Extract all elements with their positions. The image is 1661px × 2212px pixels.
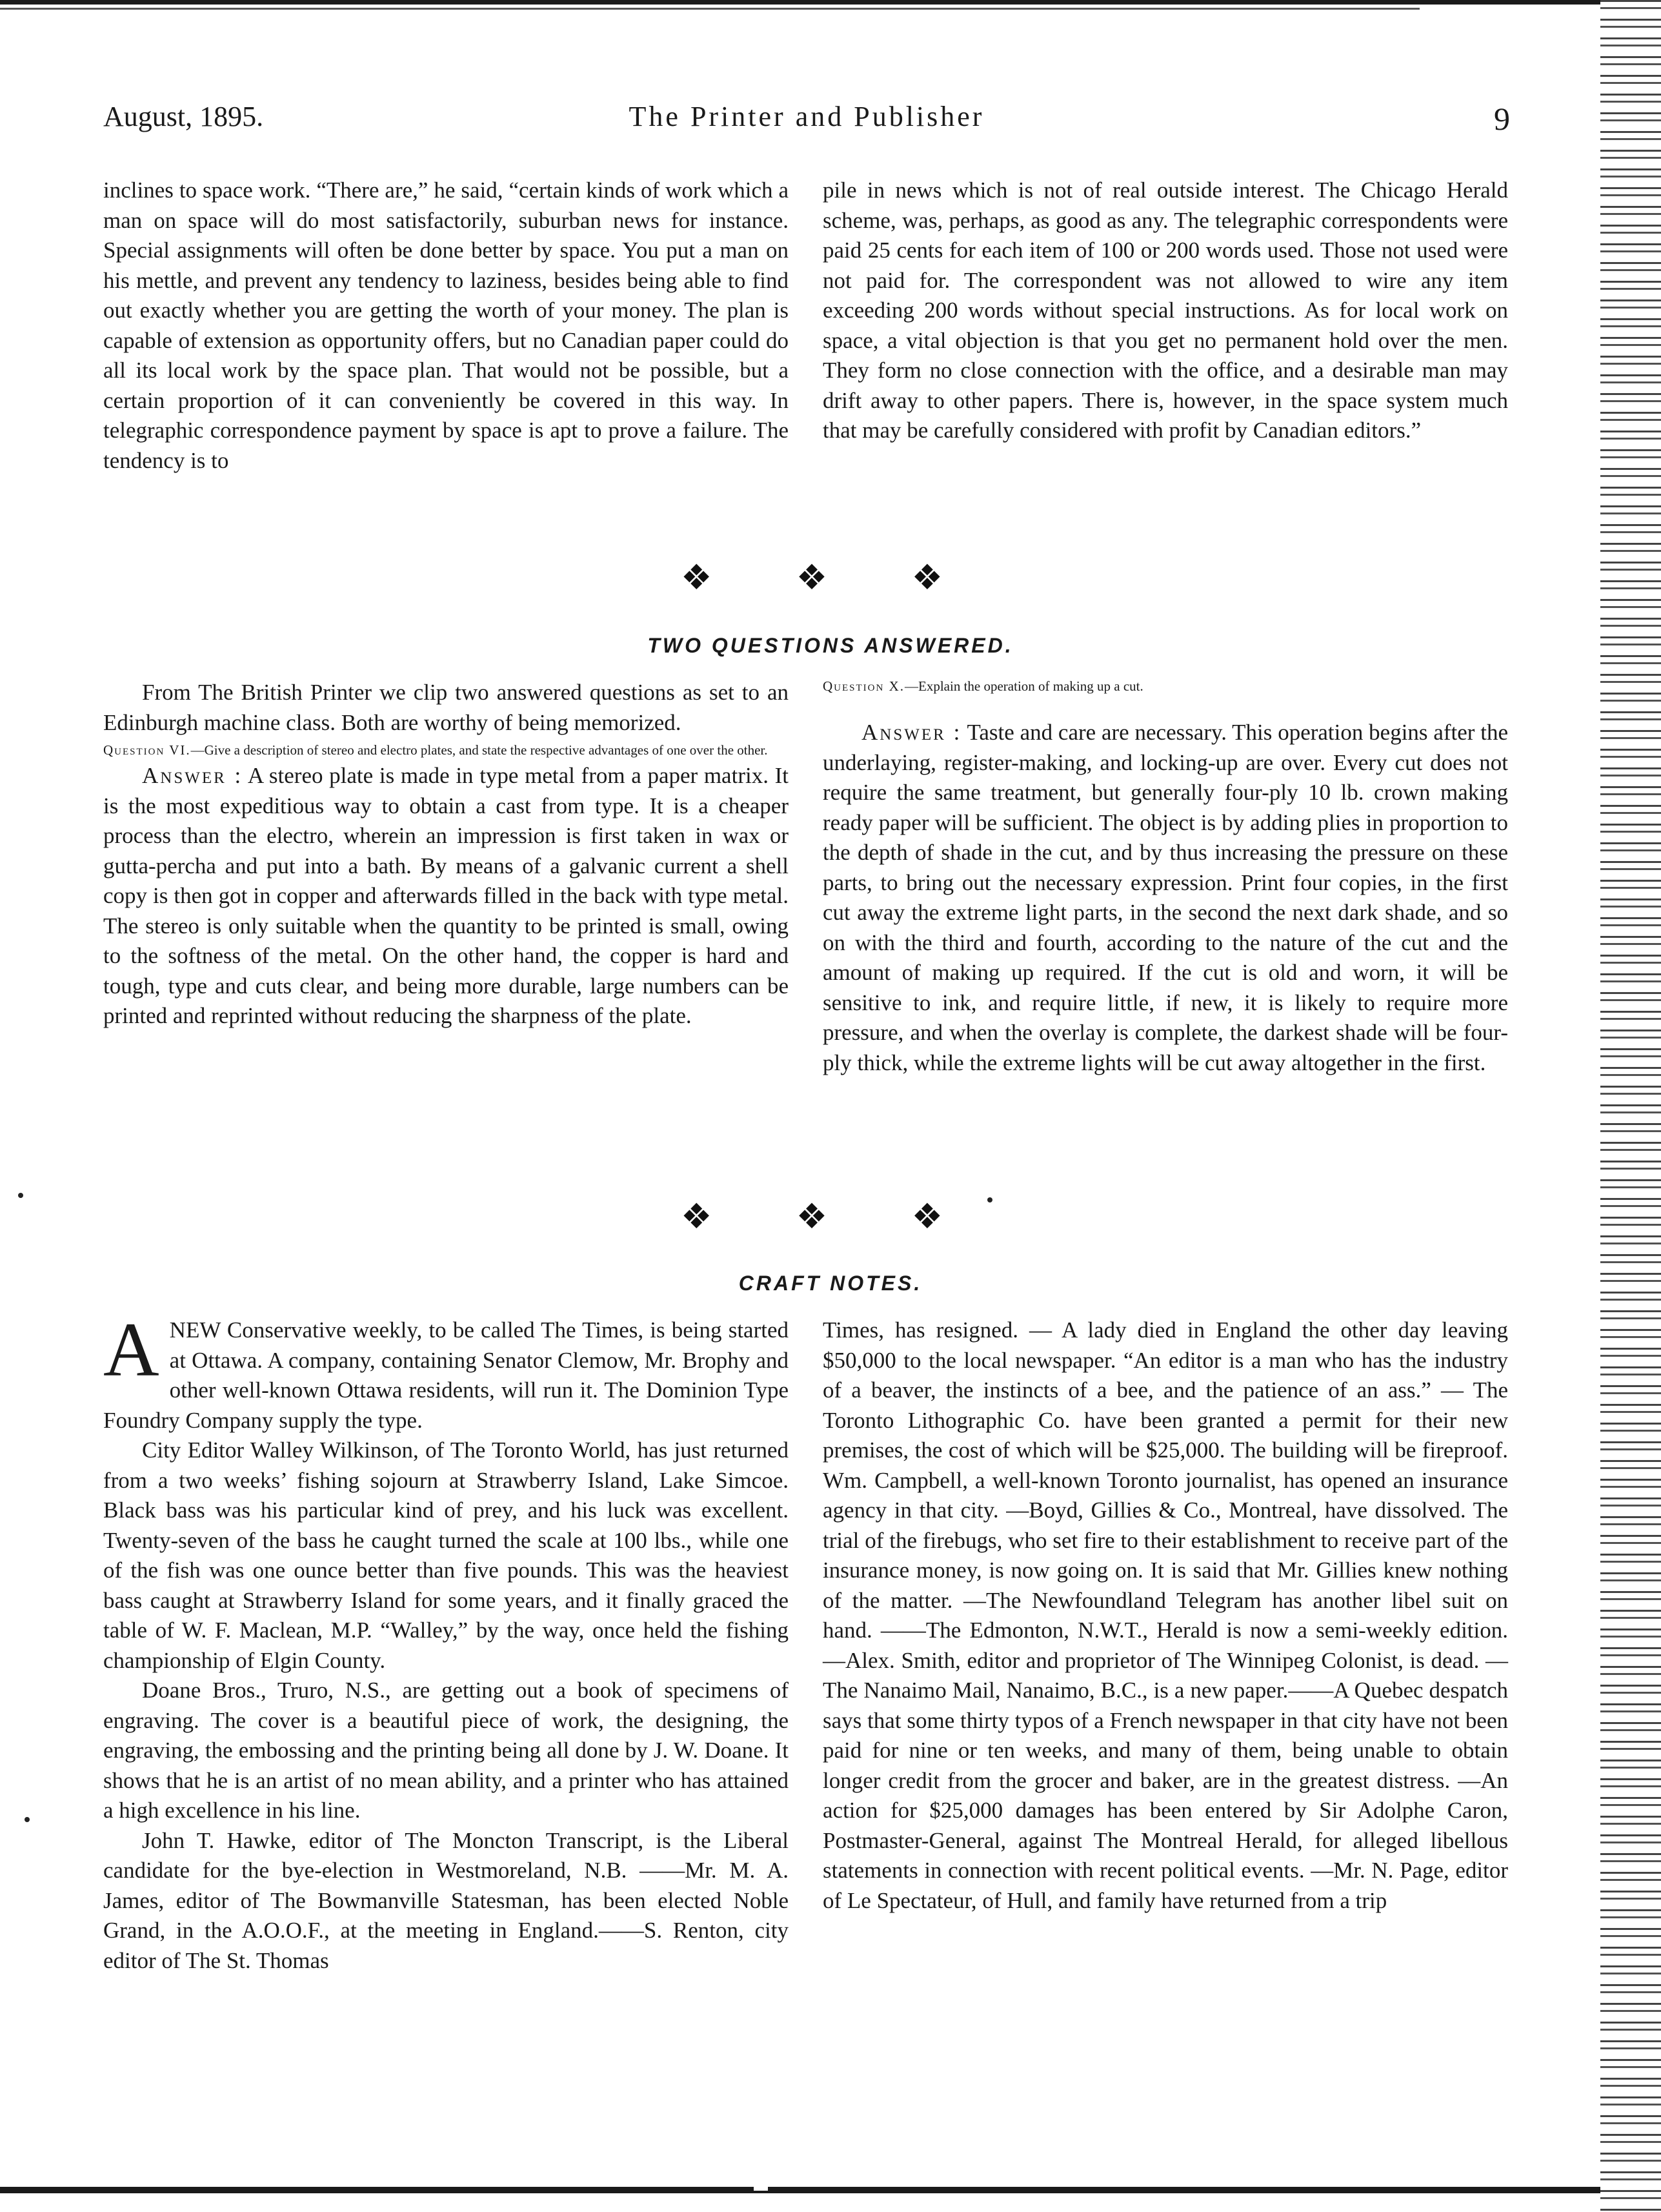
answer-label: Answer : [861,720,962,745]
answer-text: Taste and care are necessary. This operation begins after the underlaying, register-making, and locking-up are over. Every cut does not require the same treatment, but generally four-ply 10 lb. crown making ready paper will be sufficient. The object is by adding plies in proportion to the depth of shade in the cut, and by thus increasing the pressure on these parts, to bring out the necessary expression. Print four copies, in the first cut away the extreme light parts, in the second the next dark shade, and so on with the third and fourth, according to the nature of the cut and the amount of making up required. If the cut is old and worn, it will be sensitive to ink, and require little, if new, it is likely to require more pressure, and when the overlay is complete, the darkest shade will be four-ply thick, while the extreme lights will be cut away altogether in the first. [823,720,1508,1075]
ornament-icon: ❖ [681,1197,709,1236]
page-number: 9 [1494,101,1510,137]
paragraph: City Editor Walley Wilkinson, of The Toronto World, has just returned from a two weeks’ fishing sojourn at Strawberry Island, Lake Simcoe. Black bass was his particular kind of prey, and his luck was excellent. Twenty-seven of the bass he caught turned the scale at 100 lbs., while one of the fish was one ounce better than five pounds. This was the heaviest bass caught at Strawberry Island for some years, and it finally graced the table of W. F. Maclean, M.P. “Walley,” by the way, once held the fishing championship of Elgin County. [103,1437,789,1673]
question-6 [103,742,789,758]
question-10 [823,678,1508,695]
answer-10 [823,718,1508,1078]
answer-label: Answer : [142,763,243,788]
answer-6 [103,761,789,1031]
question-label: Question X. [823,678,905,694]
answer-text: A stereo plate is made in type metal from a paper matrix. It is the most expeditious way to obtain a cast from type. It is a cheaper process than the electro, wherein an impression is first taken in wax or gutta-percha and put into a bath. By means of a galvanic current a shell copy is then got in copper and afterwards filled in the back with type metal. The stereo is only suitable when the quantity to be printed is small, owing to the softness of the metal. On the other hand, the copper is hard and tough, type and cuts clear, and being more durable, large numbers can be printed and reprinted without reducing the sharpness of the plate. [103,763,789,1028]
craft-notes-left-column [103,1306,789,1976]
issue-date: August, 1895. [103,101,264,132]
ornament-icon: ❖ [796,1197,824,1236]
question-text: —Give a description of stereo and electro plates, and state the respective advantages of one over the other. [190,742,768,758]
continuation-right-column [823,176,1508,446]
ornament-icon: ❖ [911,1197,939,1236]
paragraph [103,1306,789,1436]
paragraph: inclines to space work. “There are,” he said, “certain kinds of work which a man on space will do most satisfactorily, suburban news for instance. Special assignments will often be done better by space. You put a man on his mettle, and prevent any tendency to laziness, besides being able to find out exactly whether you are getting the worth of your money. The plan is capable of extension as opportunity offers, but no Canadian paper could do all its local work by the space plan. That would not be possible, but a certain proportion of it can conveniently be covered in this way. In telegraphic correspondence payment by space is apt to prove a failure. The tendency is to [103,178,789,473]
section-title-craft-notes: CRAFT NOTES. [738,1272,923,1295]
bottom-mark [754,2182,768,2191]
two-questions-left-column [103,678,789,1031]
paragraph: John T. Hawke, editor of The Moncton Transcript, is the Liberal candidate for the bye-election in Westmoreland, N.B. ——Mr. M. A. James, editor of The Bowmanville Statesman, has been elected Noble Grand, in the A.O.O.F., at the meeting in England.——S. Renton, city editor of The St. Thomas [103,1827,789,1973]
paragraph: Doane Bros., Truro, N.S., are getting out a book of specimens of engraving. The cover is a beautiful piece of work, the designing, the engraving, the embossing and the printing being all done by J. W. Doane. It shows that he is an artist of no mean ability, and a printer who has attained a high excellence in his line. [103,1678,789,1823]
intro-paragraph: From The British Printer we clip two answered questions as set to an Edinburgh machine class. Both are worthy of being memorized. [103,680,789,735]
scan-edge-binding [1600,0,1661,2212]
speck [987,1197,992,1202]
section-title-two-questions: TWO QUESTIONS ANSWERED. [647,634,1014,657]
two-questions-right-column [823,678,1508,1078]
section-ornament-row [681,560,939,595]
question-text: —Explain the operation of making up a cut. [905,678,1143,694]
section-ornament-row [681,1199,939,1234]
continuation-left-column [103,176,789,476]
ornament-icon: ❖ [681,558,709,597]
speck [25,1817,30,1822]
speck [18,1193,23,1198]
paragraph: pile in news which is not of real outside interest. The Chicago Herald scheme, was, perhaps, as good as any. The telegraphic correspondents were paid 25 cents for each item of 100 or 200 words used. Those not used were not paid for. The correspondent was not allowed to wire any item exceeding 200 words without special instructions. As for local work on space, a vital objection is that you get no permanent hold over the men. They form no close connection with the office, and a desirable man may drift away to other papers. There is, however, in the space system much that may be carefully considered with profit by Canadian editors.” [823,178,1508,443]
publication-title: The Printer and Publisher [629,101,985,132]
craft-notes-right-column [823,1315,1508,1916]
running-head [103,100,1510,139]
ornament-icon: ❖ [796,558,824,597]
ornament-icon: ❖ [911,558,939,597]
question-label: Question VI. [103,742,191,758]
paragraph: Times, has resigned. — A lady died in England the other day leaving $50,000 to the local newspaper. “An editor is a man who has the industry of a beaver, the instincts of a bee, and the patience of an ass.” — The Toronto Lithographic Co. have been granted a permit for their new premises, the cost of which will be $25,000. The building will be fireproof. Wm. Campbell, a well-known Toronto journalist, has opened an insurance agency in that city. —Boyd, Gillies & Co., Montreal, have dissolved. The trial of the firebugs, who set fire to their establishment to receive part of the insurance money, is now going on. It is said that Mr. Gillies knew nothing of the matter. —The Newfoundland Telegram has another libel suit on hand. ——The Edmonton, N.W.T., Herald is now a semi-weekly edition. —Alex. Smith, editor and proprietor of The Winnipeg Colonist, is dead. —The Nanaimo Mail, Nanaimo, B.C., is a new paper.——A Quebec despatch says that some thirty typos of a French newspaper in that city have not been paid for nine or ten weeks, and many of them, being unable to obtain longer credit from the grocer and baker, are in the greatest distress. —An action for $25,000 damages has been entered by Sir Adolphe Caron, Postmaster-General, against The Montreal Herald, for alleged libellous statements in connection with recent political events. —Mr. N. Page, editor of Le Spectateur, of Hull, and family have returned from a trip [823,1317,1508,1913]
top-border-rule [0,0,1600,5]
paragraph-text: NEW Conservative weekly, to be called The Times, is being started at Ottawa. A company, containing Senator Clemow, Mr. Brophy and other well-known Ottawa residents, will run it. The Dominion Type Foundry Company supply the type. [103,1317,789,1433]
drop-cap: A [103,1306,159,1392]
bottom-border-rule [0,2187,1600,2193]
top-border-rule-thin [0,8,1420,10]
